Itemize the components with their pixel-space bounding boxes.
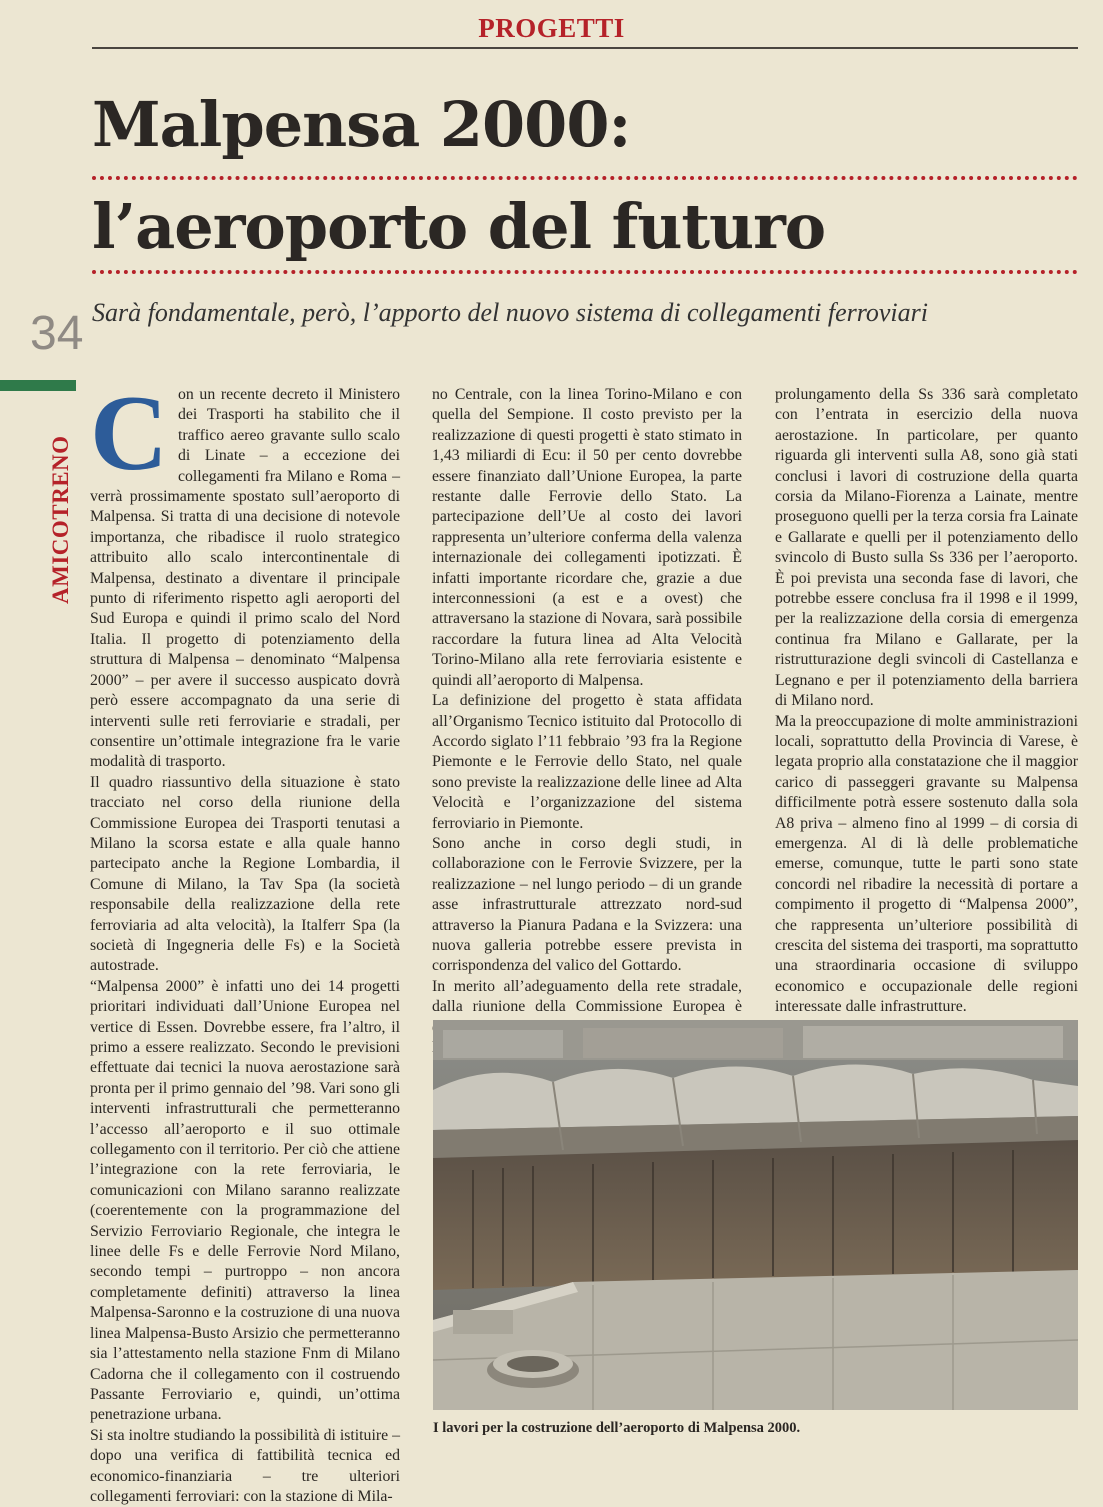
paragraph: Il quadro riassuntivo della situazione è stato tracciato nel corso della riunione della Commissione Europea dei Trasporti tenutasi a Milano la scorsa estate e alla quale hanno partecipato anche la Regione Lombardia, il Comune di Milano, la Tav Spa (la società responsabile della realizzazione della rete ferroviaria ad alta velocità), la Italferr Spa (la società di Ingegneria delle Fs) e la Società autostrade.	[90, 773, 400, 975]
paragraph: In merito all’adeguamento della rete stradale, dalla riunione della Commissione Europea è	[432, 977, 742, 1016]
dotted-divider	[92, 270, 1078, 274]
article-column-1	[90, 374, 400, 1507]
paragraph: on un recente decreto il Ministero dei Trasporti ha stabilito che il traffico aereo gravante sullo scalo di Linate – a eccezione dei collegamenti fra Milano e Roma – verrà prossimamente spostato sull’aeroporto di Malpensa. Si tratta di una decisione di notevole importanza, che ribadisce il ruolo strategico attribuito allo scalo intercontinentale di Malpensa, destinato a diventare il principale punto di riferimento rispetto agli aeroporti del Sud Europa e quindi il primo scalo del Nord Italia. Il progetto di potenziamento della struttura di Malpensa – denominato “Malpensa 2000” – per avere il successo auspicato dovrà però essere accompagnato da una serie di interventi sulle reti ferroviarie e stradali, per consentire un’ottimale integrazione fra le varie modalità di trasporto.	[90, 386, 400, 771]
photo-caption: I lavori per la costruzione dell’aeroporto di Malpensa 2000.	[433, 1420, 801, 1436]
title-line-1: Malpensa 2000:	[92, 88, 631, 161]
article-column-3	[775, 385, 1078, 1050]
section-label: PROGETTI	[478, 13, 625, 43]
title-line-2: l’aeroporto del futuro	[92, 190, 826, 263]
paragraph: no Centrale, con la linea Torino-Milano e con quella del Sempione. Il costo previsto per la realizzazione di questi progetti è stato stimato in 1,43 miliardi di Ecu: il 50 per cento dovrebbe essere finanziato dall’Unione Europea, la parte restante dalle Ferrovie dello Stato. La partecipazione dell’Ue al costo dei lavori rappresenta un’ulteriore conferma della valenza internazionale dei collegamenti ipotizzati. È infatti importante ricordare che, grazie a due interconnessioni (a est e a ovest) che attraversano la stazione di Novara, sarà possibile raccordare la futura linea ad Alta Velocità Torino-Milano alla rete ferroviaria esistente e quindi all’aeroporto di Malpensa.	[432, 386, 742, 689]
paragraph: Ma la preoccupazione di molte amministrazioni locali, soprattutto della Provincia di Varese, è legata proprio alla constatazione che il maggior carico di passeggeri gravante su Malpensa difficilmente potrà essere sostenuto dalla sola A8 priva – almeno fino al 1999 – di corsia di emergenza. Al di là delle problematiche emerse, comunque, tutte le parti sono state concordi nel ribadire la necessità di portare a compimento il progetto di “Malpensa 2000”, che rappresenta un’ulteriore possibilità di crescita del sistema dei trasporti, ma soprattutto una straordinaria occasione di sviluppo economico e occupazionale delle regioni interessate dalle infrastrutture.	[775, 712, 1078, 1016]
subtitle: Sarà fondamentale, però, l’apporto del nuovo sistema di collegamenti ferroviari	[92, 298, 928, 327]
side-accent-bar	[0, 380, 76, 391]
paragraph: prolungamento della Ss 336 sarà completato con l’entrata in esercizio della nuova aerostazione. In particolare, per quanto riguarda gli interventi sulla A8, sono già stati conclusi i lavori di costruzione della quarta corsia da Milano-Fiorenza a Lainate, mentre proseguono quelli per la terza corsia fra Lainate e Gallarate e quelli per il potenziamento dello svincolo di Busto sulla Ss 336 per l’aeroporto. È poi prevista una seconda fase di lavori, che potrebbe essere conclusa fra il 1998 e il 1999, per la realizzazione della corsia di emergenza continua fra Milano e Gallarate, per la ristrutturazione degli svincoli di Castellanza e Legnano e per il potenziamento della barriera di Milano nord.	[775, 386, 1078, 710]
drop-cap: C	[90, 374, 168, 493]
header-rule	[92, 47, 1078, 49]
paragraph: Sono anche in corso degli studi, in collaborazione con le Ferrovie Svizzere, per la realizzazione – nel lungo periodo – di un grande asse infrastrutturale attrezzato nord-sud attraverso la Pianura Padana e la Svizzera: una nuova galleria potrebbe essere prevista in corrispondenza del valico del Gottardo.	[432, 834, 742, 975]
paragraph: “Malpensa 2000” è infatti uno dei 14 progetti prioritari individuati dall’Unione Europea nel vertice di Essen. Dovrebbe essere, fra l’altro, il primo a essere realizzato. Secondo le previsioni effettuate dai tecnici la nuova aerostazione sarà pronta per il primo gennaio del ’98. Vari sono gli interventi infrastrutturali che permetteranno l’accesso all’aeroporto e il suo ottimale collegamento con il territorio. Per ciò che attiene l’integrazione con la rete ferroviaria, le comunicazioni con Milano saranno realizzate (coerentemente con la programmazione del Servizio Ferroviario Regionale, che integra le linee delle Fs e delle Ferrovie Nord Milano, secondo tempi – purtroppo – non ancora completamente definiti) attraverso la linea Malpensa-Saronno e la costruzione di una nuova linea Malpensa-Busto Arsizio che permetteranno sia l’attestamento nella stazione Fnm di Milano Cadorna che il collegamento con il costruendo Passante Ferroviario e, quindi, un’ottima penetrazione urbana.	[90, 977, 400, 1424]
page-number: 34	[30, 307, 84, 360]
magazine-name: AMICOTRENO	[48, 435, 73, 604]
paragraph: La definizione del progetto è stata affidata all’Organismo Tecnico istituito dal Protocollo di Accordo siglato l’11 febbraio ’93 fra la Regione Piemonte e le Ferrovie dello Stato, nel quale sono previste la realizzazione delle linee ad Alta Velocità e l’organizzazione del sistema ferroviario in Piemonte.	[432, 692, 742, 832]
dotted-divider	[92, 176, 1078, 180]
article-column-2	[432, 385, 742, 1058]
construction-photo	[433, 1020, 1078, 1410]
paragraph: Si sta inoltre studiando la possibilità di istituire – dopo una verifica di fattibilità tecnica ed economico-finanziaria – tre ulteriori collegamenti ferroviari: con la stazione di Mila-	[90, 1426, 400, 1505]
